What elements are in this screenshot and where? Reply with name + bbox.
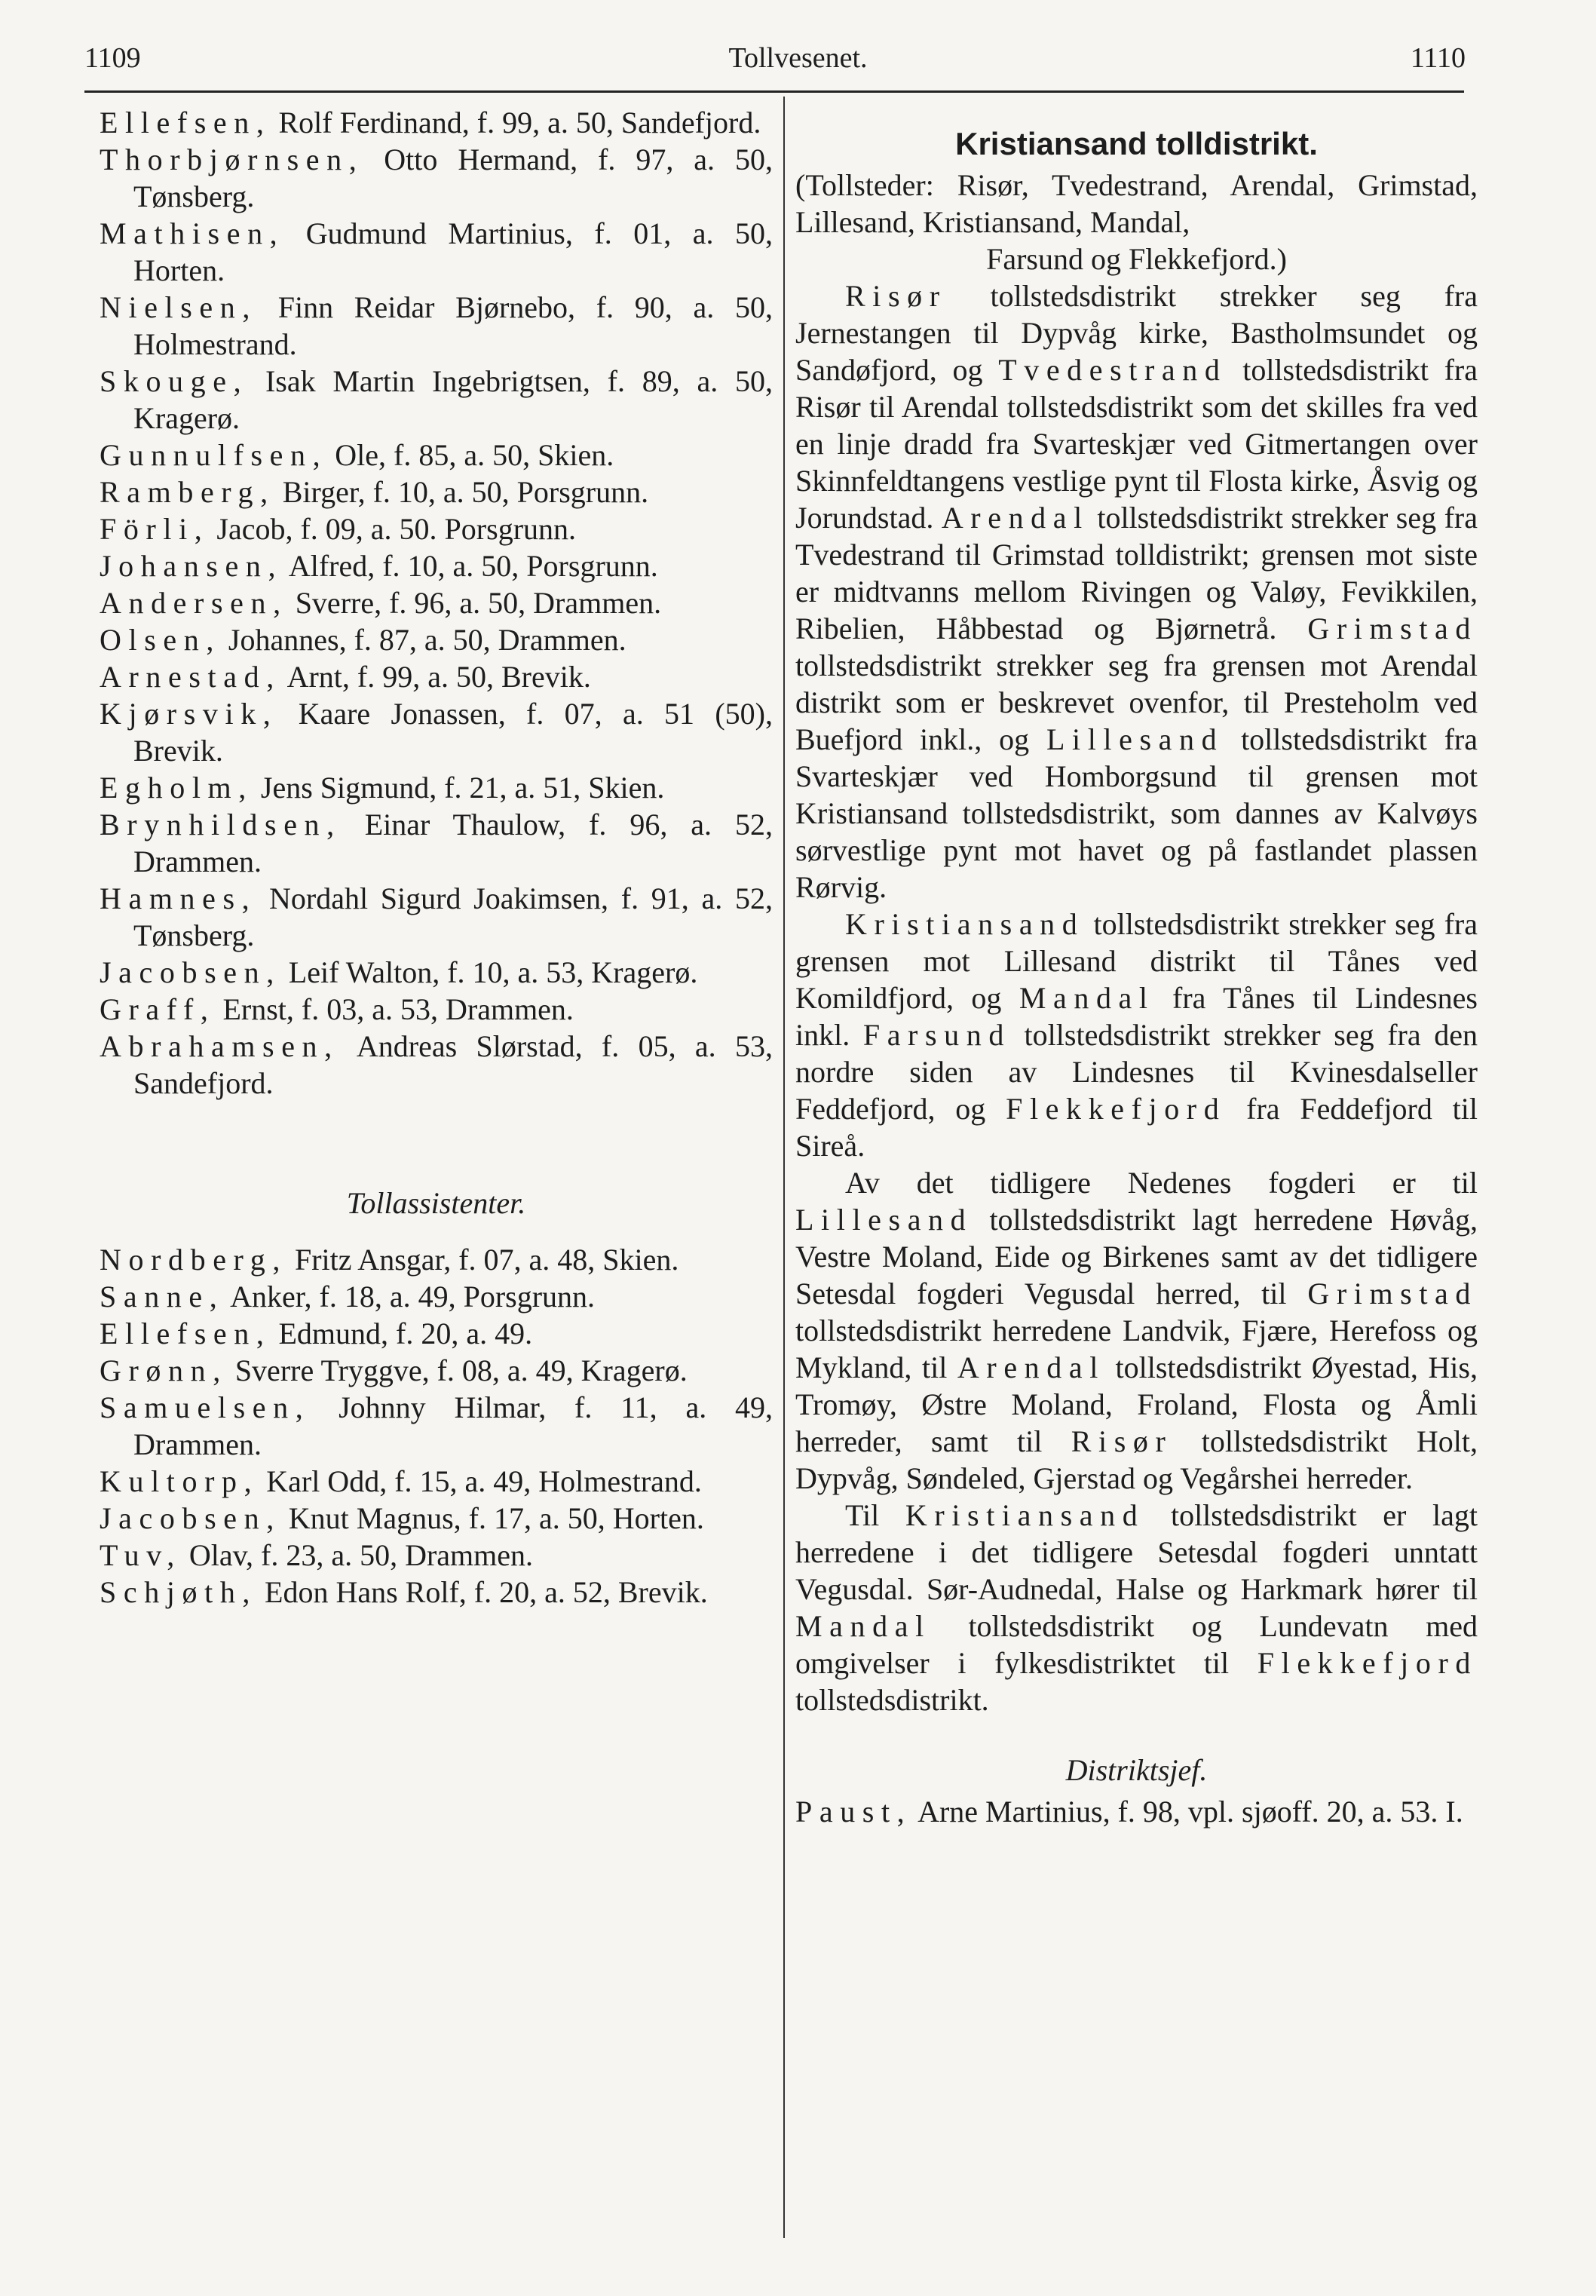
section-title-tollassistenter: Tollassistenter. bbox=[346, 1186, 526, 1220]
spaced-term: Flekkefjord bbox=[1257, 1646, 1478, 1680]
entry-surname: Sanne, bbox=[100, 1280, 225, 1314]
distriktsjef-entry bbox=[795, 1793, 1478, 1830]
officer-entry bbox=[100, 363, 773, 437]
entry-details: Ernst, f. 03, a. 53, Drammen. bbox=[215, 992, 574, 1026]
entry-details: Edmund, f. 20, a. 49. bbox=[271, 1317, 533, 1350]
entry-details: Nordahl Sigurd Joakimsen, f. 91, a. 52, Tønsberg. bbox=[133, 881, 773, 952]
assistant-list bbox=[100, 1241, 773, 1611]
officer-entry bbox=[100, 954, 773, 991]
paragraph-text: tollstedsdistrikt strekker seg fra grensen mot Arendal distrikt som er beskrevet ovenfor, til Presteholm ved Buefjord inkl., og bbox=[795, 648, 1478, 756]
officer-entry bbox=[100, 547, 773, 584]
entry-details: Jens Sigmund, f. 21, a. 51, Skien. bbox=[253, 771, 665, 805]
officer-entry bbox=[100, 991, 773, 1028]
entry-details: Johnny Hilmar, f. 11, a. 49, Drammen. bbox=[133, 1390, 773, 1461]
paragraph-text: tollstedsdistrikt strekker seg fra den nordre siden av Lindesnes til Kvinesdalseller Feddefjord, og bbox=[795, 1018, 1478, 1126]
spaced-term: Lillesand bbox=[1046, 722, 1224, 756]
entry-surname: Ramberg, bbox=[100, 475, 275, 509]
entry-details: Fritz Ansgar, f. 07, a. 48, Skien. bbox=[286, 1243, 679, 1277]
officer-entry bbox=[100, 584, 773, 621]
paragraph-2 bbox=[795, 906, 1478, 1164]
entry-details: Olav, f. 23, a. 50, Drammen. bbox=[181, 1538, 534, 1572]
paragraph-text: tollstedsdistrikt lagt herredene Høvåg, Vestre Moland, Eide og Birkenes samt av det tidligere Setesdal fogderi Vegusdal herred, til bbox=[795, 1203, 1478, 1310]
entry-surname: Hamnes, bbox=[100, 881, 257, 915]
spaced-term: Kristiansand bbox=[845, 907, 1085, 941]
entry-surname: Nielsen, bbox=[100, 290, 257, 324]
entry-details: Einar Thaulow, f. 96, a. 52, Drammen. bbox=[133, 808, 773, 878]
spaced-term: Grimstad bbox=[1307, 612, 1478, 645]
entry-surname: Kjørsvik, bbox=[100, 697, 278, 731]
paragraph-text: tollstedsdistrikt fra Risør til Arendal tollstedsdistrikt som det skilles fra ved en linje dradd fra Svarteskjær ved Gitmertangen over Skinnfeldtangens vestlige pynt til Flosta kirke, Åsvig og Jorundstad. bbox=[795, 353, 1478, 535]
entry-surname: Samuelsen, bbox=[100, 1390, 311, 1424]
entry-surname: Ellefsen, bbox=[100, 1317, 271, 1350]
paragraph-text: tollstedsdistrikt Øyestad, His, Tromøy, Østre Moland, Froland, Flosta og Åmli herreder, samt til bbox=[795, 1350, 1478, 1458]
entry-surname: Jacobsen, bbox=[100, 955, 281, 989]
entry-details: Knut Magnus, f. 17, a. 50, Horten. bbox=[280, 1501, 704, 1535]
spaced-term: Kristiansand bbox=[905, 1498, 1145, 1532]
entry-details: Leif Walton, f. 10, a. 53, Kragerø. bbox=[280, 955, 698, 989]
assistant-entry bbox=[100, 1352, 773, 1389]
officer-entry bbox=[100, 695, 773, 769]
entry-details: Rolf Ferdinand, f. 99, a. 50, Sandefjord. bbox=[271, 106, 761, 139]
paragraph-text: tollstedsdistrikt strekker seg fra grensen mot Lillesand distrikt til Tånes ved Komildfjord, og bbox=[795, 907, 1478, 1015]
spaced-term: Tvedestrand bbox=[998, 353, 1227, 387]
spaced-term: Risør bbox=[1071, 1424, 1173, 1458]
entry-surname: Arnestad, bbox=[100, 660, 281, 694]
entry-details: Jacob, f. 09, a. 50. Porsgrunn. bbox=[209, 512, 577, 546]
assistant-entry bbox=[100, 1537, 773, 1574]
entry-surname: Kultorp, bbox=[100, 1464, 259, 1498]
spaced-term: Lillesand bbox=[795, 1203, 973, 1237]
officer-entry bbox=[100, 474, 773, 510]
officer-entry bbox=[100, 141, 773, 215]
entry-details: Isak Martin Ingebrigtsen, f. 89, a. 50, Kragerø. bbox=[133, 364, 773, 435]
paragraph-3 bbox=[795, 1164, 1478, 1497]
entry-details: Ole, f. 85, a. 50, Skien. bbox=[327, 438, 614, 472]
officer-entry bbox=[100, 437, 773, 474]
assistant-entry bbox=[100, 1500, 773, 1537]
entry-surname: Grønn, bbox=[100, 1353, 228, 1387]
right-page-number: 1110 bbox=[1410, 42, 1466, 74]
spaced-term: Farsund bbox=[862, 1018, 1011, 1052]
paragraph-text: Til bbox=[845, 1498, 905, 1532]
assistant-entry bbox=[100, 1463, 773, 1500]
entry-surname: Graff, bbox=[100, 992, 216, 1026]
officer-entry bbox=[100, 1028, 773, 1102]
officer-list bbox=[100, 104, 773, 1102]
toll-stations-intro bbox=[795, 167, 1478, 277]
entry-details: Arnt, f. 99, a. 50, Brevik. bbox=[280, 660, 591, 694]
spaced-term: Mandal bbox=[795, 1609, 931, 1643]
assistant-entry bbox=[100, 1315, 773, 1352]
header-rule bbox=[84, 90, 1464, 93]
entry-surname: Johansen, bbox=[100, 549, 283, 583]
entry-details: Sverre Tryggve, f. 08, a. 49, Kragerø. bbox=[227, 1353, 688, 1387]
entry-surname: Andersen, bbox=[100, 586, 288, 620]
officer-entry bbox=[100, 510, 773, 547]
entry-details: Birger, f. 10, a. 50, Porsgrunn. bbox=[274, 475, 649, 509]
column-divider bbox=[783, 97, 785, 2238]
officer-entry bbox=[100, 215, 773, 289]
entry-surname: Mathisen, bbox=[100, 216, 285, 250]
entry-surname: Skouge, bbox=[100, 364, 249, 398]
entry-surname: Olsen, bbox=[100, 623, 221, 657]
entry-details: Anker, f. 18, a. 49, Porsgrunn. bbox=[224, 1280, 596, 1314]
entry-surname: Schjøth, bbox=[100, 1575, 258, 1609]
paragraph-text: tollstedsdistrikt Holt, Dypvåg, Søndeled, Gjerstad og Vegårshei herreder. bbox=[795, 1424, 1478, 1495]
spaced-term: Flekkefjord bbox=[1006, 1092, 1227, 1126]
paragraph-text: tollstedsdistrikt strekker seg fra Tvedestrand til Grimstad tolldistrikt; grensen mot siste er midtvanns mellom Rivingen og Valøy, Fevikkilen, Ribelien, Håbbestad og Bjørnetrå. bbox=[795, 501, 1478, 645]
officer-entry bbox=[100, 289, 773, 363]
entry-surname: Paust, bbox=[795, 1795, 912, 1829]
entry-surname: Förli, bbox=[100, 512, 210, 546]
intro-line-1: (Tollsteder: Risør, Tvedestrand, Arendal, Grimstad, Lillesand, Kristiansand, Mandal, bbox=[795, 168, 1478, 239]
paragraph-text: tollstedsdistrikt og Lundevatn med omgivelser i fylkesdistriktet til bbox=[795, 1609, 1478, 1680]
entry-details: Arne Martinius, f. 98, vpl. sjøoff. 20, a. 53. I. bbox=[911, 1795, 1463, 1829]
running-title: Tollvesenet. bbox=[728, 42, 868, 74]
entry-surname: Thorbjørnsen, bbox=[100, 143, 364, 176]
assistant-entry bbox=[100, 1278, 773, 1315]
entry-surname: Brynhildsen, bbox=[100, 808, 342, 841]
paragraph-text: Av det tidligere Nedenes fogderi er til bbox=[845, 1166, 1478, 1200]
entry-details: Otto Hermand, f. 97, a. 50, Tønsberg. bbox=[133, 143, 773, 213]
left-column bbox=[100, 104, 773, 1611]
spaced-term: Mandal bbox=[1019, 981, 1155, 1015]
entry-details: Finn Reidar Bjørnebo, f. 90, a. 50, Holmestrand. bbox=[133, 290, 773, 361]
officer-entry bbox=[100, 769, 773, 806]
officer-entry bbox=[100, 806, 773, 880]
paragraph-text: tollstedsdistrikt er lagt herredene i det tidligere Setesdal fogderi unntatt Vegusdal. Sør-Audnedal, Halse og Harkmark hører til bbox=[795, 1498, 1478, 1606]
officer-entry bbox=[100, 880, 773, 954]
entry-details: Sverre, f. 96, a. 50, Drammen. bbox=[287, 586, 662, 620]
entry-details: Karl Odd, f. 15, a. 49, Holmestrand. bbox=[259, 1464, 702, 1498]
assistant-entry bbox=[100, 1574, 773, 1611]
entry-surname: Gunnulfsen, bbox=[100, 438, 328, 472]
left-page-number: 1109 bbox=[84, 42, 141, 74]
officer-entry bbox=[100, 104, 773, 141]
paragraph-text: fra Feddefjord til Sireå. bbox=[795, 1092, 1478, 1163]
right-column bbox=[795, 125, 1478, 1830]
spaced-term: Risør bbox=[845, 279, 947, 313]
entry-surname: Tuv, bbox=[100, 1538, 182, 1572]
intro-line-2: Farsund og Flekkefjord.) bbox=[986, 242, 1287, 276]
entry-details: Andreas Slørstad, f. 05, a. 53, Sandefjord. bbox=[133, 1029, 773, 1100]
assistant-entry bbox=[100, 1389, 773, 1463]
officer-entry bbox=[100, 621, 773, 658]
paragraph-4 bbox=[795, 1497, 1478, 1718]
entry-surname: Jacobsen, bbox=[100, 1501, 281, 1535]
entry-details: Edon Hans Rolf, f. 20, a. 52, Brevik. bbox=[257, 1575, 708, 1609]
spaced-term: Grimstad bbox=[1307, 1277, 1478, 1310]
spaced-term: Arendal bbox=[941, 501, 1089, 535]
entry-details: Alfred, f. 10, a. 50, Porsgrunn. bbox=[283, 549, 658, 583]
paragraph-1 bbox=[795, 277, 1478, 906]
paragraph-text: fra Tånes til Lindesnes inkl. bbox=[795, 981, 1478, 1052]
entry-surname: Egholm, bbox=[100, 771, 253, 805]
paragraph-text: tollstedsdistrikt fra Svarteskjær ved Homborgsund til grensen mot Kristiansand tollstedsdistrikt, som dannes av Kalvøys sørvestlige pynt mot havet og på fastlandet plassen Rørvig. bbox=[795, 722, 1478, 904]
district-heading: Kristiansand tolldistrikt. bbox=[955, 126, 1318, 161]
entry-surname: Abrahamsen, bbox=[100, 1029, 339, 1063]
officer-entry bbox=[100, 658, 773, 695]
entry-details: Gudmund Martinius, f. 01, a. 50, Horten. bbox=[133, 216, 773, 287]
entry-details: Johannes, f. 87, a. 50, Drammen. bbox=[220, 623, 626, 657]
paragraph-text: tollstedsdistrikt. bbox=[795, 1683, 989, 1717]
paragraph-text: tollstedsdistrikt strekker seg fra Jernestangen til Dypvåg kirke, Bastholmsundet og Sandøfjord, og bbox=[795, 279, 1478, 387]
paragraph-text: tollstedsdistrikt herredene Landvik, Fjære, Herefoss og Mykland, til bbox=[795, 1314, 1478, 1384]
assistant-entry bbox=[100, 1241, 773, 1278]
entry-details: Kaare Jonassen, f. 07, a. 51 (50), Brevik. bbox=[133, 697, 773, 768]
spaced-term: Arendal bbox=[957, 1350, 1105, 1384]
entry-surname: Nordberg, bbox=[100, 1243, 287, 1277]
entry-surname: Ellefsen, bbox=[100, 106, 271, 139]
section-title-distriktsjef: Distriktsjef. bbox=[1065, 1753, 1208, 1787]
